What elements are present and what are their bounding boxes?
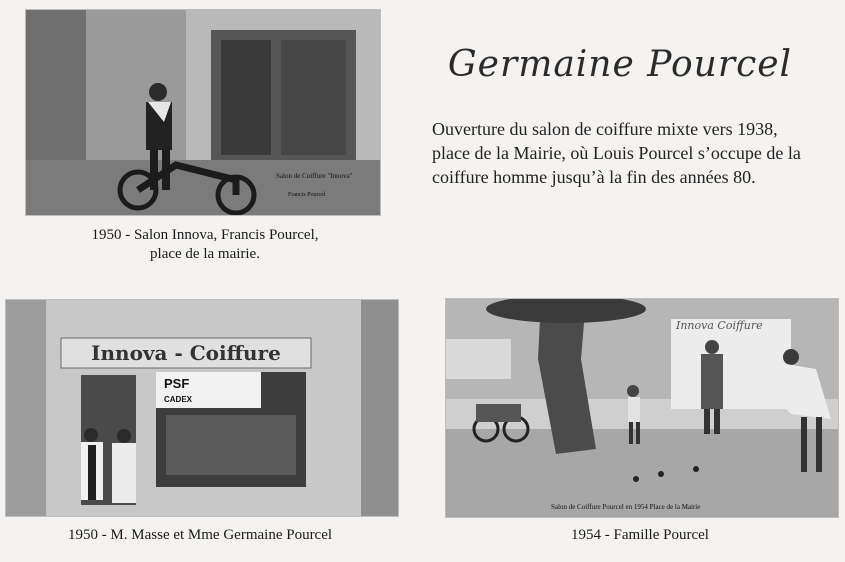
wall-sign: Innova Coiffure <box>676 319 763 332</box>
photo1-caption <box>55 226 355 264</box>
photo1-inscription1: Salon de Coiffure "Innova" <box>276 172 353 180</box>
photo3-inscription: Salon de Coiffure Pourcel en 1954 Place de la Mairie <box>551 503 701 511</box>
photo2-caption: 1950 - M. Masse et Mme Germaine Pourcel <box>67 527 333 543</box>
intro-line2: place de la Mairie, où Louis Pourcel s’occupe de la <box>432 143 801 163</box>
poster-cadex: CADEX <box>164 395 193 404</box>
photo-famille <box>445 298 839 518</box>
photo1-inscription2: Francis Pourcel <box>288 192 326 198</box>
photo-storefront-image <box>6 300 398 516</box>
photo-salon-innova-image <box>26 10 380 215</box>
poster-psf: PSF <box>164 376 190 391</box>
photo-storefront <box>5 299 399 517</box>
photo1-caption-line1: 1950 - Salon Innova, Francis Pourcel, <box>91 227 319 243</box>
photo-famille-image <box>446 299 838 517</box>
photo3-caption: 1954 - Famille Pourcel <box>571 527 709 543</box>
photo1-caption-line2: place de la mairie. <box>150 246 260 262</box>
intro-text <box>432 117 837 189</box>
photo-salon-innova <box>25 9 381 216</box>
storefront-sign: Innova - Coiffure <box>91 341 281 365</box>
intro-line1: Ouverture du salon de coiffure mixte vers 1938, <box>432 119 778 139</box>
page-title: Germaine Pourcel <box>447 44 793 85</box>
intro-line3: coiffure homme jusqu’à la fin des années 80. <box>432 167 756 187</box>
